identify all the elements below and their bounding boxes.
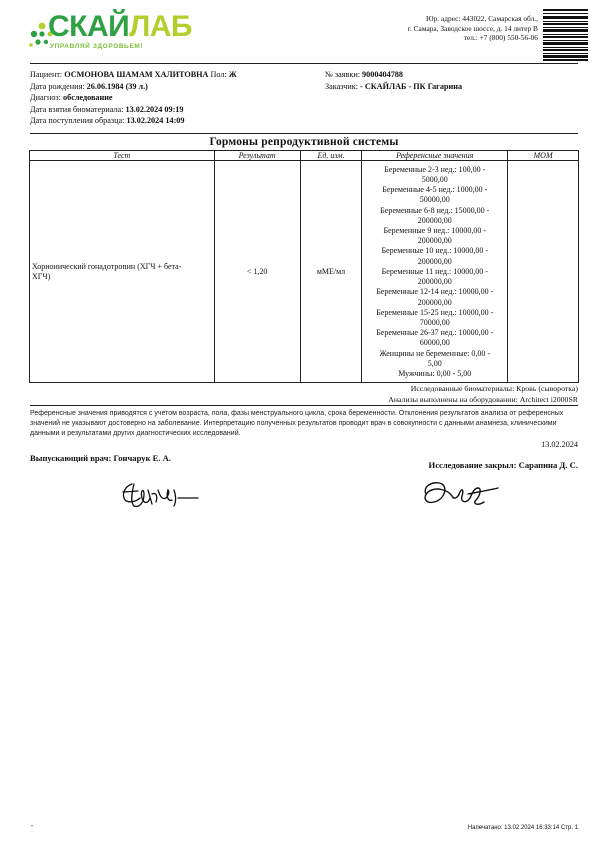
col-header-result: Результат (214, 151, 300, 161)
closer-signature-block: Исследование закрыл: Сарапина Д. С. (428, 460, 578, 470)
closer-signature-icon (418, 476, 508, 516)
patient-name: ОСМОНОВА ШАМАМ ХАЛИТОВНА (64, 70, 209, 79)
printed-stamp: Напечатано: 13.02.2024 16:33:14 Стр. 1 (467, 825, 578, 831)
section-title: Гормоны репродуктивной системы (209, 136, 399, 148)
reference-line: Беременные 15-25 нед.: 10000,00 - (376, 307, 494, 317)
reference-line: Беременные 11 нед.: 10000,00 - (381, 266, 488, 276)
reference-line: Беременные 2-3 нед.: 100,00 - (384, 164, 486, 174)
logo-tagline: УПРАВЛЯЙ ЗДОРОВЬЕМ! (50, 43, 144, 50)
results-table (29, 150, 579, 383)
doctor-signature-block: Выпускающий врач: Гончарук Е. А. (30, 453, 172, 463)
biomaterial-note: Исследованные биоматериалы: Кровь (сыворотка) (410, 384, 578, 393)
reference-line: 200000,00 (417, 215, 452, 225)
unit-cell: мМЕ/мл (300, 161, 362, 383)
reference-line: Беременные 26-37 нед.: 10000,00 - (376, 328, 494, 338)
address-line: тел.: +7 (800) 550-56-06 (463, 33, 538, 42)
reference-line: Беременные 9 нед.: 10000,00 - (383, 226, 486, 236)
col-header-test: Тест (30, 151, 215, 161)
result-cell: < 1,20 (214, 161, 300, 383)
reference-line: 60000,00 (419, 338, 450, 348)
patient-sex: Ж (228, 70, 237, 79)
address-line: г. Самара, Заводское шоссе, д. 14 литер В (407, 23, 538, 33)
order-number: 9000404788 (362, 70, 403, 79)
report-date: 13.02.2024 (541, 440, 578, 449)
sample-taken-date: 13.02.2024 09:19 (125, 104, 184, 114)
col-header-unit: Ед. изм. (300, 151, 362, 161)
mom-cell (508, 161, 579, 383)
header-divider (30, 63, 578, 64)
closer-name: Сарапина Д. С. (518, 460, 578, 470)
reference-line: Женщины не беременные: 0,00 - (379, 348, 491, 358)
test-name-cell: Хорионический гонадотропин (ХГЧ + бета-ХГЧ) (30, 161, 215, 383)
col-header-mom: МОМ (508, 151, 579, 161)
reference-line: Беременные 12-14 нед.: 10000,00 - (376, 287, 494, 297)
reference-line: Беременные 4-5 нед.: 1000,00 - (382, 185, 488, 195)
reference-line: 200000,00 (417, 236, 452, 246)
col-header-reference: Референсные значения (362, 151, 508, 161)
reference-line: 5000,00 (421, 175, 448, 185)
reference-line: 200000,00 (417, 277, 452, 287)
equipment-note: Анализы выполнены на оборудовании: Architect i2000SR (388, 395, 578, 404)
section-divider (30, 133, 578, 134)
customer-name: - СКАЙЛАБ - ПК Гагарина (360, 81, 463, 91)
footer-divider (30, 405, 578, 406)
reference-line: 200000,00 (417, 256, 452, 266)
reference-line: 200000,00 (417, 297, 452, 307)
reference-line: 50000,00 (419, 195, 450, 205)
table-row (30, 161, 579, 383)
barcode-icon (543, 9, 588, 61)
disclaimer-text: Референсные значения приводятся с учетом возраста, пола, фазы менструального цикла, срока беременности. Отклонения результатов анализа от референсных значений не указывают достоверно на заболевание. Интерпретацию полученных результатов проводит врач в совокупности с данными анамнеза, клиническими данными и результатами других диагностических исследований. (30, 410, 564, 437)
patient-diagnosis: обследование (63, 93, 113, 103)
doctor-name: Гончарук Е. А. (113, 453, 172, 463)
address-line: Юр. адрес: 443022, Самарская обл., (426, 14, 538, 23)
patient-info: Пациент: ОСМОНОВА ШАМАМ ХАЛИТОВНА Пол: Ж Дата рождения: 26.06.1984 (39 л.) Диагноз: обследование Дата взятия биоматериала: 13.02.2024 09:19 Дата поступления образца: 13.02.2024 14:09 (30, 70, 237, 126)
reference-cell (362, 161, 508, 383)
table-header-row (30, 151, 579, 161)
reference-line: 5,00 (427, 358, 442, 368)
doctor-signature-icon (118, 476, 208, 516)
order-info: № заявки: 9000404788 Заказчик: - СКАЙЛАБ - ПК Гагарина (325, 70, 463, 91)
reference-line: Беременные 6-8 нед.: 15000,00 - (380, 205, 490, 215)
lab-address (408, 14, 538, 43)
patient-dob: 26.06.1984 (39 л.) (86, 81, 148, 91)
reference-line: Беременные 10 нед.: 10000,00 - (381, 246, 488, 256)
logo-wordmark: СКАЙЛАБ (48, 10, 192, 43)
corner-mark: " (31, 825, 33, 831)
reference-line: 70000,00 (419, 317, 450, 327)
sample-received-date: 13.02.2024 14:09 (126, 116, 185, 126)
reference-line: Мужчины: 0,00 - 5,00 (398, 368, 472, 378)
